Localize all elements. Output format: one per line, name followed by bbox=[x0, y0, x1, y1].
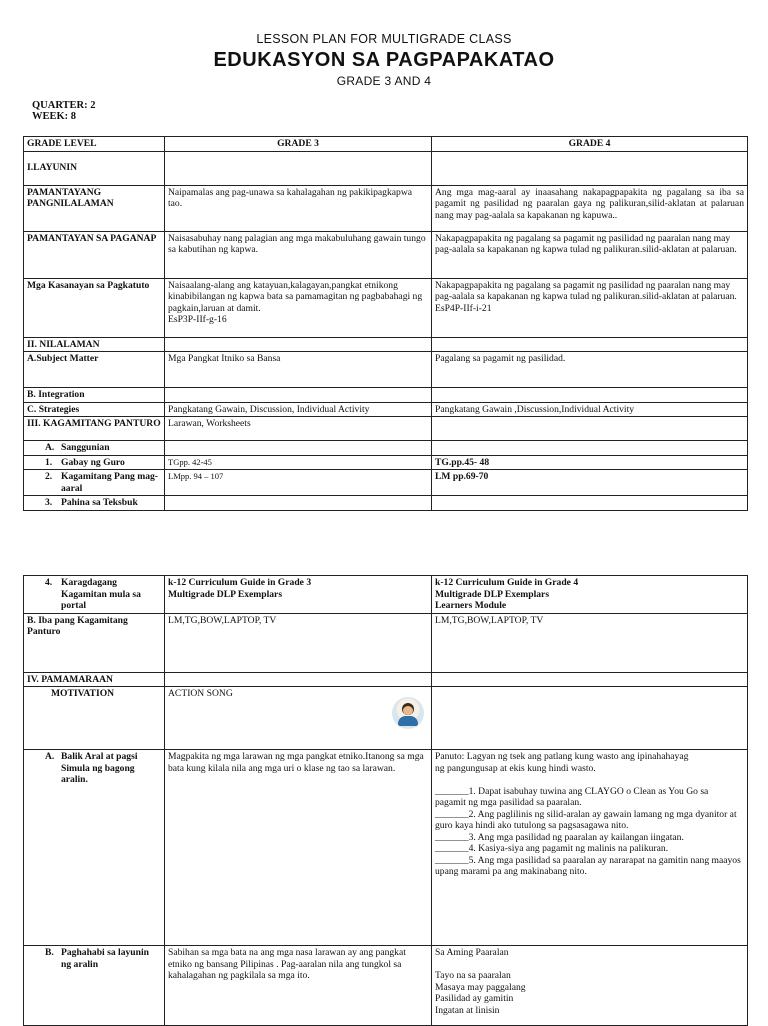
paghahabi-g4 bbox=[432, 946, 748, 1026]
subject-matter-g4: Pagalang sa pagamit ng pasilidad. bbox=[432, 352, 748, 388]
motivation-g3: ACTION SONG bbox=[168, 688, 233, 699]
table-row bbox=[24, 231, 748, 278]
kasanayan-g4-code: EsP4P-IIf-i-21 bbox=[435, 302, 492, 314]
strategies-label: C. Strategies bbox=[24, 402, 165, 417]
lesson-plan-table-2 bbox=[23, 575, 748, 1026]
balik-aral-g4-line: _______3. Ang mga pasilidad ng paaralan ay kailangan iingatan. bbox=[435, 831, 684, 843]
motivation-label: MOTIVATION bbox=[51, 688, 115, 699]
teksbuk-label: 3. Pahina sa Teksbuk bbox=[45, 497, 138, 508]
paghahabi-g4-line: Sa Aming Paaralan bbox=[435, 947, 509, 958]
mag-aaral-label: 2. Kagamitang Pang mag-aaral bbox=[45, 471, 159, 494]
grade-level-header: GRADE LEVEL bbox=[24, 137, 165, 152]
balik-aral-g4-line: _______5. Ang mga pasilidad sa paaralan ay nararapat na gamitin nang maayos bbox=[435, 854, 741, 866]
balik-aral-g4-line: _______1. Dapat isabuhay tuwina ang CLAYGO o Clean as You Go sa bbox=[435, 785, 709, 797]
kagamitan-g3: Larawan, Worksheets bbox=[165, 417, 432, 441]
paganap-label: PAMANTAYAN SA PAGANAP bbox=[24, 231, 165, 278]
paghahabi-g4-line bbox=[435, 959, 744, 971]
balik-aral-g3: Magpakita ng mga larawan ng mga pangkat etniko.Itanong sa mga bata kung kilala nila ang mga uri o klase ng tao sa larawan. bbox=[165, 750, 432, 946]
paghahabi-g3: Sabihan sa mga bata na ang mga nasa larawan ay ang pangkat etniko ng bansang Pilipinas . Pag-aaralan nila ang tungkol sa kahalagahan ng pagkilala sa mga ito. bbox=[165, 946, 432, 1026]
document-subtitle: LESSON PLAN FOR MULTIGRADE CLASS bbox=[256, 32, 512, 46]
pangnilalaman-g4: Ang mga mag-aaral ay inaasahang nakapagpapakita ng pagalang sa iba sa pagamit ng pasilidad ng paaralan gaya ng palikuran,silid-aklatan at palaruan nang may pag-aalala sa kapakanan ng kapuwa.. bbox=[432, 185, 748, 231]
table-row bbox=[24, 672, 748, 687]
subject-matter-label: A.Subject Matter bbox=[24, 352, 165, 388]
week-label: WEEK: 8 bbox=[32, 111, 77, 122]
karagdagang-g3-line2: Multigrade DLP Exemplars bbox=[168, 588, 283, 600]
subject-matter-g3: Mga Pangkat Itniko sa Bansa bbox=[165, 352, 432, 388]
paganap-g3: Naisasabuhay nang palagian ang mga makabuluhang gawain tungo sa kabutihan ng kapwa. bbox=[165, 231, 432, 278]
kasanayan-label: Mga Kasanayan sa Pagkatuto bbox=[24, 278, 165, 337]
teacher-avatar-icon bbox=[392, 697, 424, 729]
kasanayan-g4: Nakapagpapakita ng pagalang sa pagamit ng pasilidad ng paaralan nang may pag-aalala sa kapakanan ng kapwa tulad ng palikuran.silid-aklatan at palaruan. bbox=[435, 279, 737, 302]
table-row bbox=[24, 352, 748, 388]
table-row bbox=[24, 417, 748, 441]
paghahabi-g4-line: Masaya may paggalang bbox=[435, 981, 526, 993]
mag-aaral-g3: LMpp. 94 – 107 bbox=[165, 470, 432, 496]
balik-aral-g4 bbox=[432, 750, 748, 946]
karagdagang-g4-line2: Multigrade DLP Exemplars bbox=[435, 588, 550, 600]
table-row bbox=[24, 137, 748, 152]
kagamitan-label: III. KAGAMITANG PANTURO bbox=[24, 417, 165, 441]
pamamaraan-label: IV. PAMAMARAAN bbox=[24, 672, 165, 687]
table-row bbox=[24, 470, 748, 496]
grade-3-header: GRADE 3 bbox=[165, 137, 432, 152]
table-row bbox=[24, 441, 748, 456]
pangnilalaman-g3: Naipamalas ang pag-unawa sa kahalagahan ng pakikipagkapwa tao. bbox=[165, 185, 432, 231]
table-row bbox=[24, 388, 748, 403]
table-row bbox=[24, 185, 748, 231]
kasanayan-g3-code: EsP3P-IIf-g-16 bbox=[168, 314, 227, 325]
table-row bbox=[24, 455, 748, 470]
table-row bbox=[24, 278, 748, 337]
table-row bbox=[24, 337, 748, 352]
karagdagang-g4-line1: k-12 Curriculum Guide in Grade 4 bbox=[435, 577, 579, 588]
sanggunian-label: A. Sanggunian bbox=[45, 442, 110, 453]
strategies-g4: Pangkatang Gawain ,Discussion,Individual Activity bbox=[432, 402, 748, 417]
kasanayan-g3: Naisaalang-alang ang katayuan,kalagayan,pangkat etnikong kinabibilangan ng kapwa bata sa pamamagitan ng pagbabahagi ng pagkain,laruan at damit. bbox=[168, 279, 423, 314]
balik-aral-g4-line: _______2. Ang paglilinis ng silid-aralan ay gawain lamang ng mga dyanitor at guro kaya hindi ako tutulong sa pagsasagawa nito. bbox=[435, 808, 737, 831]
balik-aral-g4-line: Panuto: Lagyan ng tsek ang patlang kung wasto ang ipinahahayag bbox=[435, 751, 689, 762]
gabay-label: 1. Gabay ng Guro bbox=[45, 456, 125, 468]
paghahabi-g4-line: Ingatan at linisin bbox=[435, 1004, 500, 1016]
grade-4-header: GRADE 4 bbox=[432, 137, 748, 152]
table-row bbox=[24, 613, 748, 672]
paganap-g4: Nakapagpapakita ng pagalang sa pagamit ng pasilidad ng paaralan nang may pag-aalala sa kapakanan ng kapwa tulad ng palikuran.silid-aklatan at palaruan. bbox=[432, 231, 748, 278]
strategies-g3: Pangkatang Gawain, Discussion, Individual Activity bbox=[165, 402, 432, 417]
nilalaman-label: II. NILALAMAN bbox=[24, 337, 165, 352]
table-row bbox=[24, 496, 748, 511]
table-row bbox=[24, 946, 748, 1026]
balik-aral-g4-line: pagamit ng mga pasilidad sa paaralan. bbox=[435, 797, 582, 808]
paghahabi-g4-line: Pasilidad ay gamitin bbox=[435, 993, 514, 1004]
paghahabi-label: B. Paghahabi sa layunin ng aralin bbox=[45, 947, 149, 970]
lesson-plan-table-1 bbox=[23, 136, 748, 511]
balik-aral-g4-line: ng pangungusap at ekis kung hindi wasto. bbox=[435, 762, 596, 774]
balik-aral-g4-line: _______4. Kasiya-siya ang pagamit ng malinis na palikuran. bbox=[435, 843, 669, 854]
paghahabi-g4-line: Tayo na sa paaralan bbox=[435, 970, 511, 981]
integration-label: B. Integration bbox=[24, 388, 165, 403]
document-title: EDUKASYON SA PAGPAPAKATAO bbox=[213, 49, 555, 71]
iba-pang-label: B. Iba pang Kagamitang Panturo bbox=[24, 613, 165, 672]
mag-aaral-g4: LM pp.69-70 bbox=[432, 470, 748, 496]
quarter-label: QUARTER: 2 bbox=[32, 100, 96, 111]
grade-heading: GRADE 3 AND 4 bbox=[336, 74, 432, 88]
table-row bbox=[24, 687, 748, 750]
iba-pang-g4: LM,TG,BOW,LAPTOP, TV bbox=[432, 613, 748, 672]
balik-aral-label: A. Balik Aral at pagsi Simula ng bagong aralin. bbox=[45, 751, 138, 785]
gabay-g3: TGpp. 42-45 bbox=[165, 455, 432, 470]
karagdagang-g4-line3: Learners Module bbox=[435, 600, 507, 611]
balik-aral-g4-line: upang marami pa ang makinabang nito. bbox=[435, 866, 587, 877]
karagdagang-g3-line1: k-12 Curriculum Guide in Grade 3 bbox=[168, 577, 312, 588]
pangnilalaman-label: PAMANTAYANG PANGNILALAMAN bbox=[24, 185, 165, 231]
table-row bbox=[24, 750, 748, 946]
karagdagang-label: 4. Karagdagang Kagamitan mula sa portal bbox=[45, 577, 141, 611]
iba-pang-g3: LM,TG,BOW,LAPTOP, TV bbox=[165, 613, 432, 672]
table-row bbox=[24, 151, 748, 185]
gabay-g4: TG.pp.45- 48 bbox=[432, 455, 748, 470]
layunin-label: I.LAYUNIN bbox=[24, 151, 165, 185]
table-row bbox=[24, 576, 748, 614]
balik-aral-g4-line bbox=[435, 774, 744, 786]
table-row bbox=[24, 402, 748, 417]
